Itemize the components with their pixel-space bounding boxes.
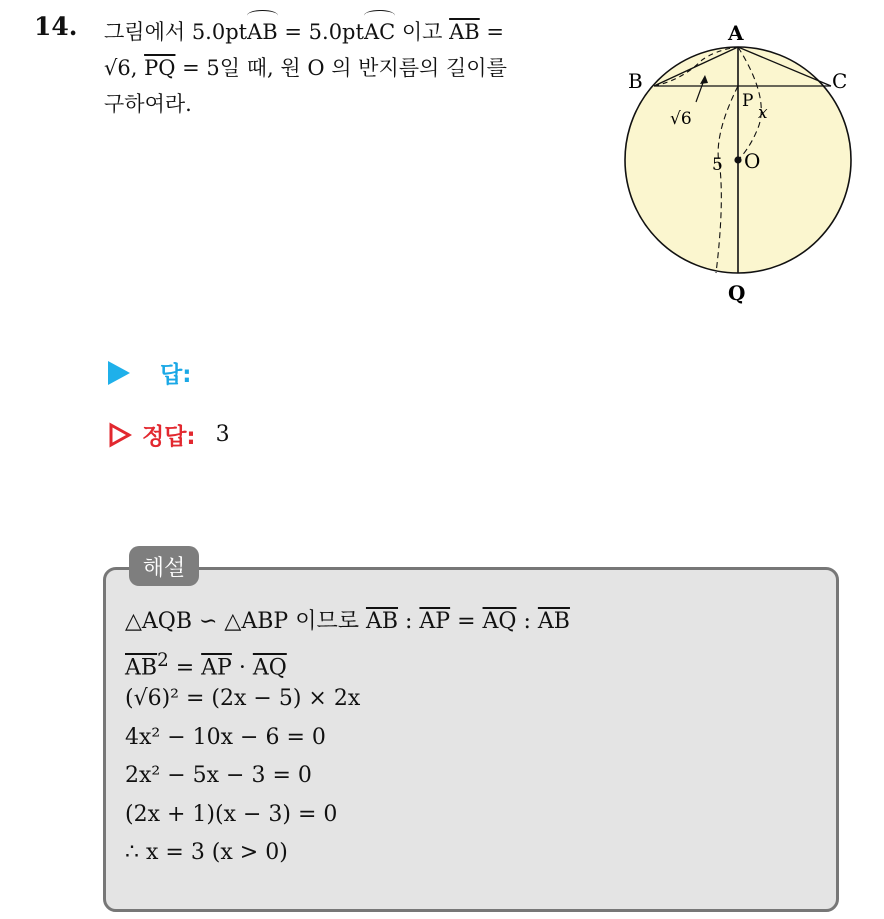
label-x: x <box>758 103 768 123</box>
sol-seg: $\overline{AP}$ <box>201 654 232 680</box>
solution-lines <box>125 603 570 873</box>
sol-part: · <box>231 654 253 680</box>
answer-row <box>108 356 191 389</box>
solution-line-1 <box>125 603 570 642</box>
circle-figure <box>612 18 862 312</box>
q-text-part: = <box>479 20 505 44</box>
question-text <box>104 14 604 122</box>
solution-line-7: ∴ x = 3 (x > 0) <box>125 840 288 865</box>
sol-seg: $\overline{AB}$ <box>125 654 158 680</box>
sol-seg: $\overline{AB}$ <box>537 609 570 634</box>
sol-seg: $\overline{AB}$ <box>365 609 399 634</box>
arc-ab: AB <box>247 14 278 50</box>
correct-answer-row <box>108 418 230 451</box>
label-sqrt6: √6 <box>670 109 692 129</box>
solution-line-6: (2x + 1)(x − 3) = 0 <box>125 801 338 827</box>
arc-ac: AC <box>364 14 395 50</box>
play-solid-icon <box>108 361 130 385</box>
label-p: P <box>742 91 754 111</box>
label-b: B <box>628 69 643 93</box>
label-q: Q <box>728 281 746 305</box>
q-text-part: = 5.0pt <box>277 20 364 44</box>
q-text-part: = 5일 때, 원 O 의 반지름의 길이를 <box>175 56 507 80</box>
solution-line-4: 4x² − 10x − 6 = 0 <box>125 724 326 750</box>
q-text-part: 이고 <box>395 20 450 44</box>
q-text-part: 구하여라. <box>104 92 192 116</box>
question-number: 14. <box>34 12 78 41</box>
play-outline-icon <box>108 422 132 448</box>
label-five: 5 <box>712 155 723 175</box>
solution-line-2 <box>125 642 570 681</box>
sol-part: : <box>516 609 538 634</box>
q-text-part: √6, <box>104 56 145 80</box>
label-o: O <box>744 149 761 173</box>
center-point <box>734 156 741 163</box>
sol-part: = <box>450 609 483 634</box>
segment-pq: $\overline{PQ}$ <box>144 56 176 80</box>
answer-label: 답: <box>160 362 192 388</box>
label-a: A <box>728 21 744 45</box>
sol-exp: 2 <box>157 649 169 671</box>
sol-part: = <box>168 654 202 680</box>
sol-seg: $\overline{AQ}$ <box>482 609 517 634</box>
sol-part: : <box>398 609 420 634</box>
solution-line-5: 2x² − 5x − 3 = 0 <box>125 763 312 788</box>
sol-seg: $\overline{AP}$ <box>419 609 451 634</box>
q-text-part: 그림에서 5.0pt <box>104 20 248 44</box>
label-c: C <box>832 69 848 93</box>
correct-answer-label: 정답: <box>142 424 196 450</box>
segment-ab: $\overline{AB}$ <box>449 20 480 44</box>
sol-part: △AQB ∽ △ABP 이므로 <box>125 609 366 634</box>
solution-tag: 해설 <box>129 546 199 586</box>
correct-answer-value: 3 <box>215 422 230 447</box>
sol-seg: $\overline{AQ}$ <box>252 654 287 680</box>
solution-line-3: (√6)² = (2x − 5) × 2x <box>125 686 361 711</box>
